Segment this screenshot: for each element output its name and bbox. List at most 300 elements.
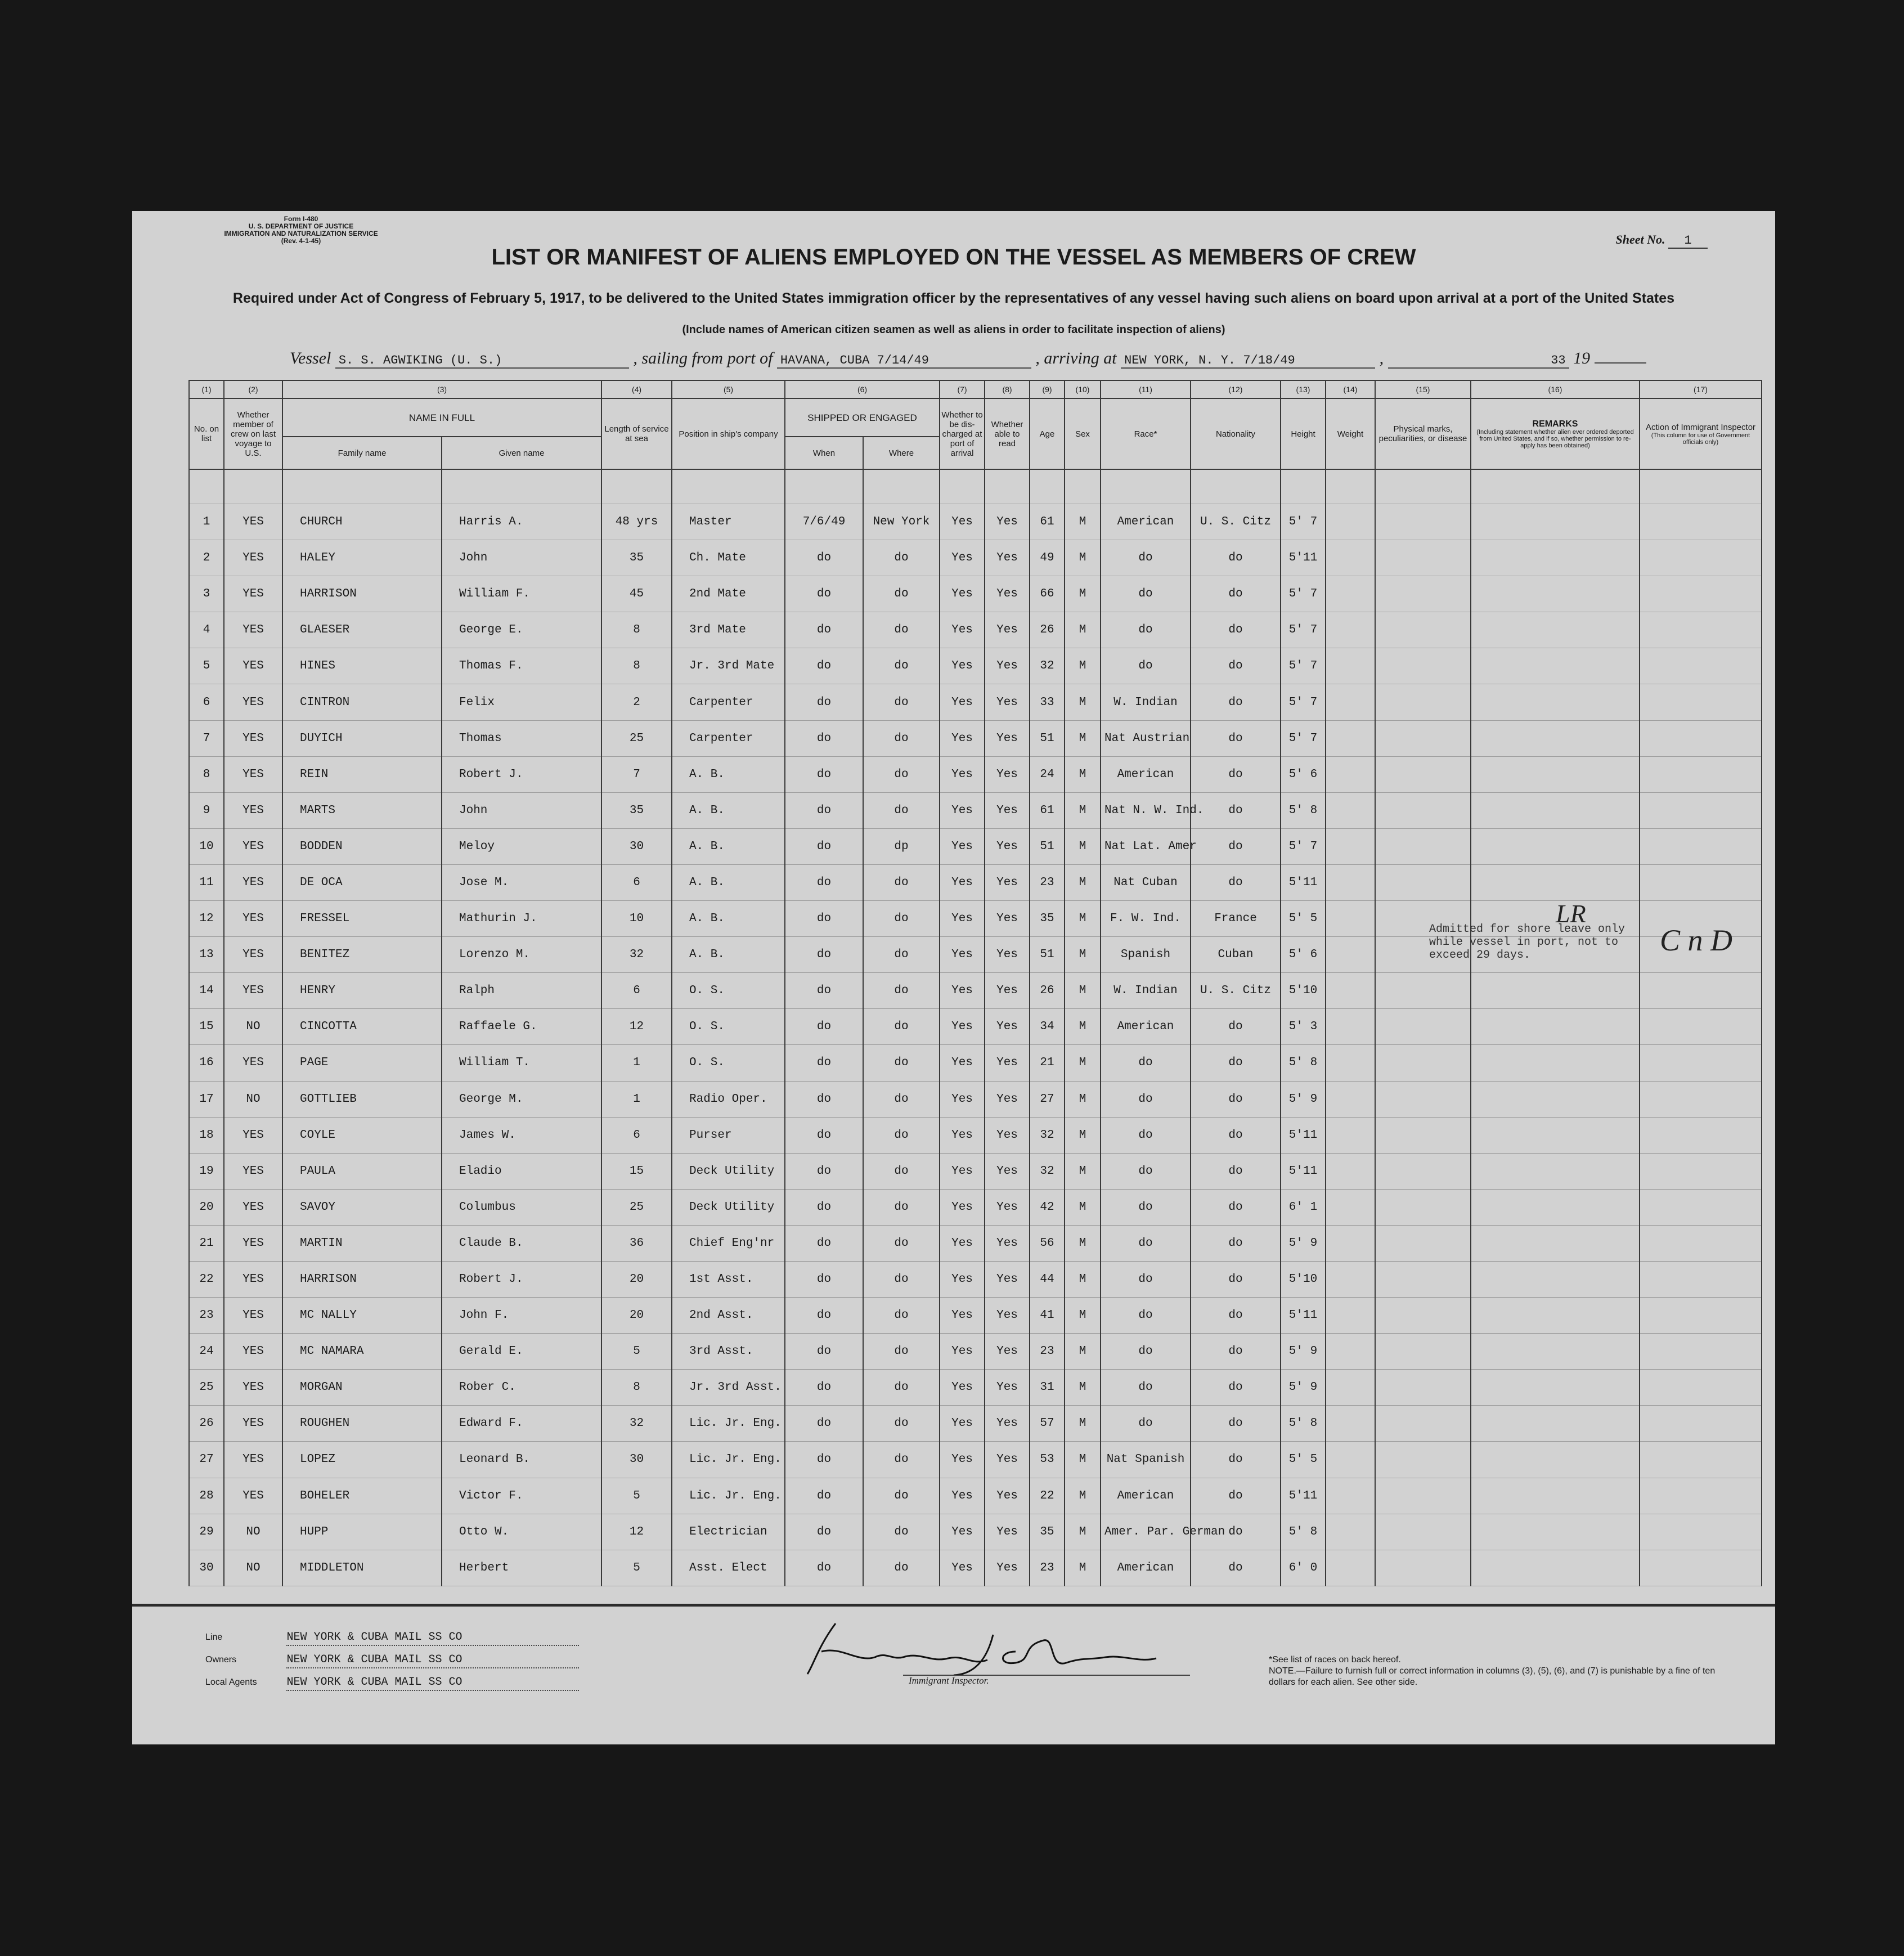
year-label: 19 (1573, 349, 1591, 367)
cell-height: 5' 9 (1281, 1370, 1326, 1406)
cell-last-voyage: YES (224, 1478, 282, 1514)
cell-physical-marks (1375, 1189, 1471, 1225)
table-row (189, 1045, 1762, 1081)
cell-height: 6' 0 (1281, 1550, 1326, 1586)
cell-no: 29 (189, 1514, 224, 1550)
cell-sex: M (1065, 1009, 1101, 1045)
cell-position: Ch. Mate (672, 540, 785, 576)
cell-remarks (1471, 1081, 1640, 1117)
cell-physical-marks (1375, 504, 1471, 540)
cell-weight (1326, 576, 1375, 612)
cell-race: W. Indian (1101, 684, 1191, 720)
cell-race: American (1101, 504, 1191, 540)
cell-able-to-read: Yes (985, 1298, 1030, 1334)
cell-height: 5' 5 (1281, 901, 1326, 937)
cell-height: 5' 5 (1281, 1442, 1326, 1478)
cell-length-of-service: 20 (601, 1298, 672, 1334)
col-name-in-full: NAME IN FULL (282, 398, 601, 437)
cell-able-to-read: Yes (985, 1009, 1030, 1045)
cell-given-name: George M. (442, 1081, 601, 1117)
table-row (189, 1550, 1762, 1586)
table-row (189, 504, 1762, 540)
table-row (189, 1478, 1762, 1514)
owners-label: Owners (205, 1655, 237, 1665)
table-row (189, 1117, 1762, 1153)
cell-age: 33 (1030, 684, 1065, 720)
cell-able-to-read: Yes (985, 792, 1030, 828)
cell-length-of-service: 1 (601, 1045, 672, 1081)
cell-race: Nat Cuban (1101, 864, 1191, 900)
cell-position: A. B. (672, 756, 785, 792)
cell-race: do (1101, 648, 1191, 684)
cell-where: do (863, 756, 940, 792)
cell-discharged: Yes (940, 1153, 985, 1189)
cell-length-of-service: 15 (601, 1153, 672, 1189)
cell-discharged: Yes (940, 756, 985, 792)
cell-given-name: Herbert (442, 1550, 601, 1586)
cell-nationality: Cuban (1191, 937, 1281, 973)
cell-inspector-action (1640, 756, 1762, 792)
cell-sex: M (1065, 756, 1101, 792)
col-where: Where (863, 437, 940, 469)
cell-length-of-service: 36 (601, 1225, 672, 1261)
cell-given-name: John (442, 792, 601, 828)
cell-when: do (785, 612, 863, 648)
cell-physical-marks (1375, 1045, 1471, 1081)
cell-race: do (1101, 1261, 1191, 1297)
cell-when: do (785, 937, 863, 973)
cell-discharged: Yes (940, 864, 985, 900)
footer-lines (205, 1626, 579, 1694)
col-nationality: Nationality (1191, 398, 1281, 469)
cell-able-to-read: Yes (985, 684, 1030, 720)
cell-where: do (863, 1550, 940, 1586)
cell-height: 5' 3 (1281, 1009, 1326, 1045)
cell-where: do (863, 1334, 940, 1370)
cell-given-name: Otto W. (442, 1514, 601, 1550)
cell-weight (1326, 1225, 1375, 1261)
footer-line-row (205, 1626, 579, 1649)
manifest-sheet (132, 211, 1775, 1744)
cell-height: 5' 9 (1281, 1225, 1326, 1261)
cell-family-name: GLAESER (282, 612, 442, 648)
table-row (189, 1298, 1762, 1334)
cell-weight (1326, 1153, 1375, 1189)
cell-discharged: Yes (940, 1514, 985, 1550)
cell-height: 5'10 (1281, 973, 1326, 1009)
cell-physical-marks (1375, 864, 1471, 900)
cell-position: Lic. Jr. Eng. (672, 1442, 785, 1478)
col-num-9: (9) (1030, 380, 1065, 398)
cell-when: do (785, 1189, 863, 1225)
cell-family-name: CINTRON (282, 684, 442, 720)
cell-able-to-read: Yes (985, 1117, 1030, 1153)
cell-remarks (1471, 1298, 1640, 1334)
table-row (189, 1189, 1762, 1225)
cell-inspector-action (1640, 1334, 1762, 1370)
cell-discharged: Yes (940, 792, 985, 828)
cell-inspector-action (1640, 864, 1762, 900)
cell-family-name: ROUGHEN (282, 1406, 442, 1442)
table-row (189, 864, 1762, 900)
cell-age: 61 (1030, 792, 1065, 828)
cell-height: 5' 8 (1281, 792, 1326, 828)
col-num-5: (5) (672, 380, 785, 398)
cell-physical-marks (1375, 1550, 1471, 1586)
cell-where: do (863, 1081, 940, 1117)
cell-last-voyage: YES (224, 720, 282, 756)
cell-inspector-action (1640, 612, 1762, 648)
cell-weight (1326, 756, 1375, 792)
col-num-12: (12) (1191, 380, 1281, 398)
cell-discharged: Yes (940, 1442, 985, 1478)
cell-discharged: Yes (940, 612, 985, 648)
cell-age: 51 (1030, 720, 1065, 756)
cell-family-name: HUPP (282, 1514, 442, 1550)
table-row (189, 1153, 1762, 1189)
cell-nationality: do (1191, 1298, 1281, 1334)
col-num-4: (4) (601, 380, 672, 398)
cell-inspector-action (1640, 792, 1762, 828)
cell-race: American (1101, 756, 1191, 792)
cell-position: 1st Asst. (672, 1261, 785, 1297)
cell-discharged: Yes (940, 1261, 985, 1297)
cell-family-name: COYLE (282, 1117, 442, 1153)
cell-inspector-action (1640, 684, 1762, 720)
handwritten-signature (751, 1612, 1201, 1677)
cell-given-name: Victor F. (442, 1478, 601, 1514)
cell-discharged: Yes (940, 1117, 985, 1153)
cell-no: 19 (189, 1153, 224, 1189)
cell-sex: M (1065, 1189, 1101, 1225)
cell-discharged: Yes (940, 540, 985, 576)
cell-able-to-read: Yes (985, 1478, 1030, 1514)
table-bottom-rule (132, 1604, 1775, 1607)
col-num-14: (14) (1326, 380, 1375, 398)
cell-last-voyage: YES (224, 901, 282, 937)
cell-physical-marks (1375, 1009, 1471, 1045)
cell-able-to-read: Yes (985, 1442, 1030, 1478)
cell-length-of-service: 45 (601, 576, 672, 612)
cell-remarks (1471, 756, 1640, 792)
cell-when: do (785, 756, 863, 792)
cell-race: Nat N. W. Ind. (1101, 792, 1191, 828)
cell-last-voyage: YES (224, 1189, 282, 1225)
col-num-2: (2) (224, 380, 282, 398)
cell-race: American (1101, 1009, 1191, 1045)
cell-weight (1326, 937, 1375, 973)
cell-given-name: James W. (442, 1117, 601, 1153)
cell-discharged: Yes (940, 1334, 985, 1370)
cell-position: 3rd Asst. (672, 1334, 785, 1370)
cell-family-name: GOTTLIEB (282, 1081, 442, 1117)
cell-nationality: do (1191, 684, 1281, 720)
cell-weight (1326, 1045, 1375, 1081)
cell-weight (1326, 720, 1375, 756)
cell-discharged: Yes (940, 1045, 985, 1081)
cell-sex: M (1065, 1550, 1101, 1586)
cell-no: 30 (189, 1550, 224, 1586)
cell-where: do (863, 1153, 940, 1189)
cell-remarks (1471, 648, 1640, 684)
cell-remarks (1471, 684, 1640, 720)
cell-last-voyage: NO (224, 1514, 282, 1550)
cell-nationality: do (1191, 1261, 1281, 1297)
col-num-16: (16) (1471, 380, 1640, 398)
cell-discharged: Yes (940, 1298, 985, 1334)
cell-race: do (1101, 1298, 1191, 1334)
cell-able-to-read: Yes (985, 973, 1030, 1009)
cell-physical-marks (1375, 828, 1471, 864)
cell-no: 25 (189, 1370, 224, 1406)
cell-discharged: Yes (940, 1406, 985, 1442)
cell-height: 5' 9 (1281, 1081, 1326, 1117)
cell-no: 21 (189, 1225, 224, 1261)
cell-where: do (863, 684, 940, 720)
cell-given-name: John (442, 540, 601, 576)
cell-race: do (1101, 1334, 1191, 1370)
cell-age: 26 (1030, 973, 1065, 1009)
cell-sex: M (1065, 1153, 1101, 1189)
cell-nationality: do (1191, 648, 1281, 684)
cell-nationality: do (1191, 1009, 1281, 1045)
cell-when: do (785, 1117, 863, 1153)
cell-age: 24 (1030, 756, 1065, 792)
cell-no: 24 (189, 1334, 224, 1370)
cell-sex: M (1065, 684, 1101, 720)
form-service: IMMIGRATION AND NATURALIZATION SERVICE (224, 230, 378, 237)
cell-no: 12 (189, 901, 224, 937)
cell-height: 5' 7 (1281, 504, 1326, 540)
cell-sex: M (1065, 1081, 1101, 1117)
cell-inspector-action (1640, 1225, 1762, 1261)
cell-remarks (1471, 973, 1640, 1009)
cell-remarks (1471, 720, 1640, 756)
cell-last-voyage: YES (224, 1045, 282, 1081)
cell-race: do (1101, 1406, 1191, 1442)
cell-given-name: Thomas F. (442, 648, 601, 684)
cell-nationality: do (1191, 1045, 1281, 1081)
cell-age: 51 (1030, 828, 1065, 864)
cell-where: do (863, 1261, 940, 1297)
cell-weight (1326, 1406, 1375, 1442)
cell-sex: M (1065, 1406, 1101, 1442)
cell-position: Deck Utility (672, 1189, 785, 1225)
cell-weight (1326, 1117, 1375, 1153)
cell-able-to-read: Yes (985, 720, 1030, 756)
cell-height: 5'11 (1281, 1298, 1326, 1334)
cell-sex: M (1065, 1117, 1101, 1153)
cell-given-name: Columbus (442, 1189, 601, 1225)
remarks-line: while vessel in port, not to (1429, 936, 1619, 949)
cell-nationality: do (1191, 828, 1281, 864)
cell-no: 20 (189, 1189, 224, 1225)
sailing-label: , sailing from port of (633, 349, 773, 367)
cell-weight (1326, 1442, 1375, 1478)
cell-sex: M (1065, 720, 1101, 756)
cell-family-name: BENITEZ (282, 937, 442, 973)
cell-race: Nat Spanish (1101, 1442, 1191, 1478)
cell-given-name: Felix (442, 684, 601, 720)
cell-physical-marks (1375, 1406, 1471, 1442)
col-when: When (785, 437, 863, 469)
cell-family-name: BODDEN (282, 828, 442, 864)
cell-where: do (863, 1117, 940, 1153)
cell-height: 6' 1 (1281, 1189, 1326, 1225)
cell-discharged: Yes (940, 1189, 985, 1225)
cell-when: do (785, 864, 863, 900)
cell-age: 31 (1030, 1370, 1065, 1406)
cell-age: 27 (1030, 1081, 1065, 1117)
cell-able-to-read: Yes (985, 540, 1030, 576)
cell-length-of-service: 25 (601, 1189, 672, 1225)
cell-position: Carpenter (672, 720, 785, 756)
cell-nationality: do (1191, 1225, 1281, 1261)
cell-physical-marks (1375, 648, 1471, 684)
cell-no: 18 (189, 1117, 224, 1153)
cell-family-name: MORGAN (282, 1370, 442, 1406)
table-row (189, 1081, 1762, 1117)
form-number: Form I-480 (284, 215, 318, 223)
table-row (189, 648, 1762, 684)
cell-when: do (785, 1370, 863, 1406)
cell-no: 4 (189, 612, 224, 648)
cell-when: do (785, 576, 863, 612)
date-value: 33 (1388, 353, 1569, 369)
cell-weight (1326, 612, 1375, 648)
cell-nationality: do (1191, 1442, 1281, 1478)
sheet-label: Sheet No. (1615, 232, 1665, 246)
cell-able-to-read: Yes (985, 1514, 1030, 1550)
cell-length-of-service: 5 (601, 1478, 672, 1514)
cell-position: Lic. Jr. Eng. (672, 1478, 785, 1514)
cell-when: do (785, 792, 863, 828)
cell-last-voyage: YES (224, 937, 282, 973)
cell-no: 23 (189, 1298, 224, 1334)
cell-race: do (1101, 540, 1191, 576)
cell-age: 32 (1030, 1117, 1065, 1153)
cell-nationality: do (1191, 612, 1281, 648)
cell-position: Electrician (672, 1514, 785, 1550)
cell-age: 32 (1030, 1153, 1065, 1189)
cell-race: Nat Lat. Amer (1101, 828, 1191, 864)
cell-remarks (1471, 1334, 1640, 1370)
table-row (189, 1406, 1762, 1442)
cell-length-of-service: 8 (601, 1370, 672, 1406)
col-num-7: (7) (940, 380, 985, 398)
cell-family-name: MARTIN (282, 1225, 442, 1261)
col-num-3: (3) (282, 380, 601, 398)
cell-able-to-read: Yes (985, 612, 1030, 648)
col-remarks-note: (Including statement whether alien ever ordered deported from United States, and if so, whether permission to re-apply has been obtained) (1476, 428, 1634, 449)
cell-remarks (1471, 1550, 1640, 1586)
arriving-label: , arriving at (1035, 349, 1117, 367)
col-no-on-list: No. on list (189, 398, 224, 469)
cell-height: 5' 6 (1281, 937, 1326, 973)
cell-family-name: HENRY (282, 973, 442, 1009)
cell-where: do (863, 648, 940, 684)
cell-position: Carpenter (672, 684, 785, 720)
col-remarks (1471, 398, 1640, 469)
cell-height: 5'11 (1281, 1153, 1326, 1189)
cell-nationality: do (1191, 1514, 1281, 1550)
cell-family-name: MIDDLETON (282, 1550, 442, 1586)
cell-weight (1326, 684, 1375, 720)
cell-given-name: Meloy (442, 828, 601, 864)
cell-nationality: do (1191, 792, 1281, 828)
table-row (189, 1225, 1762, 1261)
cell-weight (1326, 1298, 1375, 1334)
line-value: NEW YORK & CUBA MAIL SS CO (286, 1630, 579, 1646)
cell-family-name: HALEY (282, 540, 442, 576)
table-row (189, 1009, 1762, 1045)
cell-able-to-read: Yes (985, 864, 1030, 900)
vessel-line: Vessel S. S. AGWIKING (U. S.) , sailing from port of HAVANA, CUBA 7/14/49 , arriving at NEW YORK, N. Y. 7/18/49 , 33 19 (290, 349, 1730, 369)
cell-nationality: do (1191, 1189, 1281, 1225)
cell-height: 5'10 (1281, 1261, 1326, 1297)
cell-length-of-service: 12 (601, 1009, 672, 1045)
table-row (189, 576, 1762, 612)
form-revision: (Rev. 4-1-45) (281, 237, 321, 245)
cell-given-name: Harris A. (442, 504, 601, 540)
cell-weight (1326, 973, 1375, 1009)
cell-last-voyage: YES (224, 504, 282, 540)
cell-height: 5'11 (1281, 1478, 1326, 1514)
cell-last-voyage: YES (224, 1370, 282, 1406)
cell-length-of-service: 5 (601, 1550, 672, 1586)
cell-last-voyage: YES (224, 1153, 282, 1189)
table-row (189, 973, 1762, 1009)
vessel-label: Vessel (290, 349, 331, 367)
cell-position: A. B. (672, 937, 785, 973)
cell-sex: M (1065, 1261, 1101, 1297)
cell-length-of-service: 32 (601, 1406, 672, 1442)
cell-race: American (1101, 1478, 1191, 1514)
cell-race: W. Indian (1101, 973, 1191, 1009)
cell-nationality: do (1191, 540, 1281, 576)
cell-nationality: do (1191, 720, 1281, 756)
cell-height: 5'11 (1281, 540, 1326, 576)
col-race: Race* (1101, 398, 1191, 469)
cell-length-of-service: 5 (601, 1334, 672, 1370)
cell-position: O. S. (672, 1045, 785, 1081)
cell-height: 5' 7 (1281, 648, 1326, 684)
cell-inspector-action (1640, 1550, 1762, 1586)
cell-inspector-action (1640, 1406, 1762, 1442)
cell-nationality: do (1191, 1081, 1281, 1117)
col-inspector-note: (This column for use of Government officials only) (1651, 432, 1750, 446)
cell-given-name: Claude B. (442, 1225, 601, 1261)
cell-no: 6 (189, 684, 224, 720)
cell-no: 5 (189, 648, 224, 684)
cell-length-of-service: 32 (601, 937, 672, 973)
cell-position: A. B. (672, 864, 785, 900)
cell-able-to-read: Yes (985, 1550, 1030, 1586)
cell-when: do (785, 1406, 863, 1442)
cell-age: 22 (1030, 1478, 1065, 1514)
cell-age: 35 (1030, 901, 1065, 937)
cell-discharged: Yes (940, 828, 985, 864)
cell-when: do (785, 1009, 863, 1045)
cell-weight (1326, 1334, 1375, 1370)
cell-able-to-read: Yes (985, 1081, 1030, 1117)
cell-physical-marks (1375, 1478, 1471, 1514)
cell-no: 11 (189, 864, 224, 900)
cell-no: 15 (189, 1009, 224, 1045)
cell-able-to-read: Yes (985, 1370, 1030, 1406)
cell-inspector-action (1640, 540, 1762, 576)
signature-caption: Immigrant Inspector. (909, 1675, 989, 1686)
